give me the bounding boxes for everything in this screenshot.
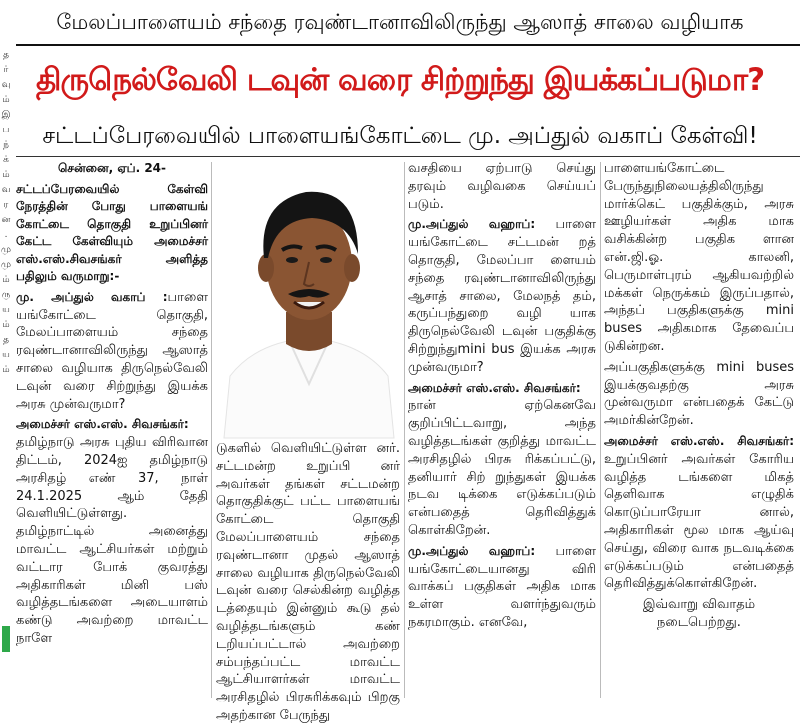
article-column-4: [604, 160, 794, 700]
portrait-image: [216, 162, 402, 438]
answer-paragraph: [408, 380, 596, 540]
speaker-label: மு.அப்துல் வஹாப்:: [408, 543, 536, 558]
question-continuation: பாளையங்கோட்டை பேருந்துநிலையத்திலிருந்து மார்க்கெட் பகுதிக்கும், அரசு ஊழியர்கள் அதிக மாக வசிக்கின்ற பகுதிக ளான என்.ஜி.ஓ. காலனி, பெருமாள்புரம் ஆகியவற்றில் மக்கள் நெருக்கம் இருப்பதால், அந்தப் பகுதிகளுக்கு mini buses அதிகமாக தேவைப்ப டுகின்றன.: [604, 161, 794, 354]
article-lead: சட்டப்பேரவையில் கேள்வி நேரத்தின் போது பாளையங் கோட்டை தொகுதி உறுப்பினர் கேட்ட கேள்வியும் அமைச்சர் எஸ்.எஸ்.சிவசங்கர் அளித்த பதிலும் வருமாறு:-: [16, 181, 208, 284]
speaker-label: அமைச்சர் எஸ்.எஸ். சிவசங்கர்:: [16, 417, 189, 432]
green-margin-mark: [2, 626, 10, 652]
divider: [16, 156, 800, 157]
column-divider: [404, 162, 405, 698]
speaker-label: அமைச்சர் எஸ்.எஸ். சிவசங்கர்:: [408, 380, 581, 395]
answer-text: தமிழ்நாடு அரசு புதிய விரிவான திட்டம், 2024ஐ தமிழ்நாடு அரசிதழ் எண் 37, நாள் 24.1.2025 ஆம் தேதி வெளியிட்டுள்ளது. தமிழ்நாட்டில் அனைத்து மாவட்ட ஆட்சியர்கள் மற்றும் வட்டார போக் குவரத்து அதிகாரிகள் மினி பஸ் வழித்தடங்களை அடையாளம் கண்டு அவற்றை மாவட்ட நாளே: [16, 435, 208, 646]
speaker-label: மு. அப்துல் வகாப் :: [16, 289, 168, 304]
question-paragraph: [408, 216, 596, 376]
column-divider: [211, 162, 212, 698]
article-column-2: [216, 440, 400, 723]
author-photo: [216, 162, 402, 438]
divider: [16, 44, 800, 46]
question-text: பாளை யங்கோட்டை தொகுதி, மேலப்பாளையம் சந்தை ரவுண்டானாவிலிருந்து ஆஸாத் சாலை வழியாக திருநெல்வேலி டவுன் வரை சிற்றுந்து இயக்க அரசு முன்வருமா?: [16, 289, 208, 412]
speaker-label: மு.அப்துல் வஹாப்:: [408, 217, 536, 232]
answer-continuation: டுகளில் வெளியிட்டுள்ள னர். சட்டமன்ற உறுப்பி னர் அவர்கள் தங்கள் சட்டமன்ற தொகுதிக்குட் பட்ட பாளையங் கோட்டை தொகுதி மேலப்பாளையம் சந்தை ரவுண்டானா முதல் ஆஸாத் சாலை வழியாக திருநெல்வேலி டவுன் வரை செல்கின்ற வழித்த டத்தையும் இன்னும் கூடு தல் வழித்தடங்களும் கண் டறியப்பட்டால் அவற்றை சம்பந்தப்பட்ட மாவட்ட ஆட்சியாளர்கள் மாவட்ட அரசிதழில் பிரசுரிக்கவும் பிறகு அதற்கான பேருந்து: [216, 441, 400, 723]
question-paragraph: [408, 543, 596, 632]
article-column-1: [16, 160, 208, 700]
answer-text: உறுப்பினர் அவர்கள் கோரிய வழித்த டங்களை மிகத் தெளிவாக எழுதிக் கொடுப்பாரேயா னால், அதிகாரிகள் மூல மாக ஆய்வு செய்து, விரை வாக நடவடிக்கை எடுக்கப்படும் என்பதைத் தெரிவித்துக்கொள்கிறேன்.: [604, 451, 794, 592]
article-column-3: [408, 160, 596, 700]
question-continuation: அப்பகுதிகளுக்கு mini buses இயக்குவதற்கு அரசு முன்வருமா என்பதைக் கேட்டு அமர்கின்றேன்.: [604, 359, 794, 429]
speaker-label: அமைச்சர் எஸ்.எஸ். சிவசங்கர்:: [604, 433, 794, 448]
main-headline: திருநெல்வேலி டவுன் வரை சிற்றுந்து இயக்கப்படுமா?: [35, 62, 765, 98]
answer-continuation: வசதியை ஏற்பாடு செய்து தரவும் வழிவகை செய்யப் படும்.: [408, 161, 596, 212]
question-text: பாளை யங்கோட்டை சட்டமன் றத் தொகுதி, மேலப்பா ளையம் சந்தை ரவுண்டானாவிலிருந்து ஆசாத் சாலை, மேலநத் தம், கருப்பந்துறை வழி யாக திருநெல்வேலி டவுன் பகுதிக்கு சிற்றுந்துmini bus இயக்க அரசு முன்வருமா?: [408, 217, 596, 375]
question-text: பாளை யங்கோட்டையானது விரி வாக்கப் பகுதிகள் அதிக மாக உள்ள வளர்ந்துவரும் நகரமாகும். எனவே,: [408, 543, 596, 630]
answer-paragraph: [604, 433, 794, 593]
answer-text: நான் ஏற்கெனவே குறிப்பிட்டவாறு, அந்த வழித்தடங்கள் குறித்து மாவட்ட அரசிதழில் பிரசு ரிக்கப்பட்டு, தனியார் சிற் றுந்துகள் இயக்க நடவ டிக்கை எடுக்கப்படும் என்பதைத் தெரிவித்துக் கொள்கிறேன்.: [408, 398, 596, 538]
question-paragraph: [16, 289, 208, 414]
kicker-headline: மேலப்பாளையம் சந்தை ரவுண்டானாவிலிருந்து ஆஸாத் சாலை வழியாக: [56, 10, 744, 34]
column-divider: [600, 162, 601, 698]
adjacent-column-text: த ர் வு ம் இ ப ந் க் ம் வ ர ன . மு மு ம் ரு ய ம் த ய ம்: [1, 50, 11, 375]
sub-headline: சட்டப்பேரவையில் பாளையங்கோட்டை மு. அப்துல் வகாப் கேள்வி!: [42, 123, 758, 149]
answer-paragraph: [16, 416, 208, 647]
closing-line: இவ்வாறு விவாதம் நடைபெற்றது.: [642, 597, 756, 630]
dateline: சென்னை, ஏப். 24-: [57, 161, 167, 175]
